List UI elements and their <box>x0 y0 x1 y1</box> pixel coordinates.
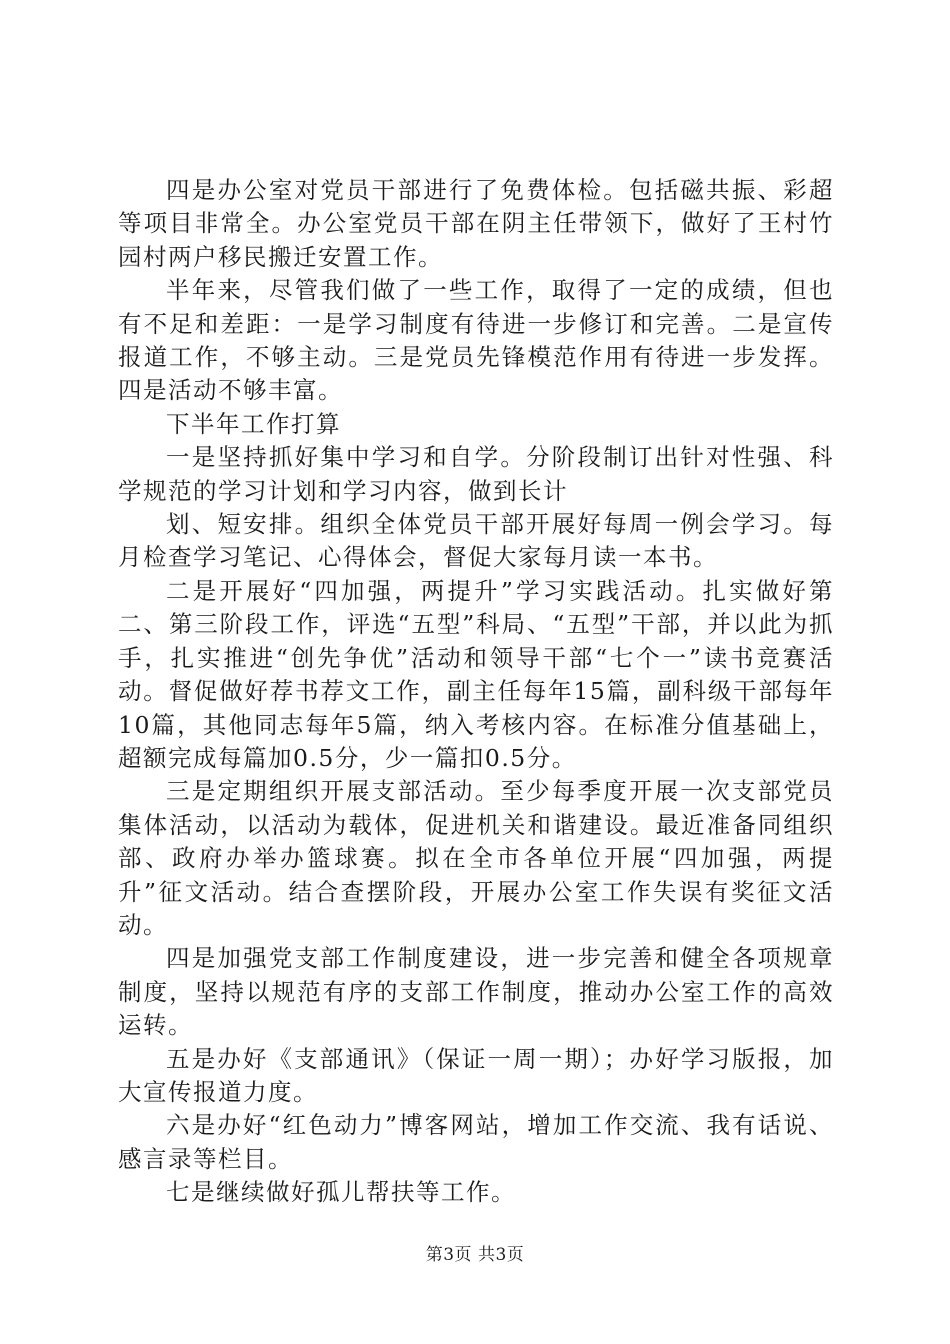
page-number-footer: 第3页 共3页 <box>425 1245 525 1265</box>
paragraph-shortcomings: 半年来，尽管我们做了一些工作，取得了一定的成绩，但也有不足和差距：一是学习制度有待进一步修订和完善。二是宣传报道工作，不够主动。三是党员先锋模范作用有待进一步发挥。四是活动不够丰富。 <box>118 276 834 405</box>
paragraph-plan-practice-activity: 二是开展好“四加强，两提升”学习实践活动。扎实做好第二、第三阶段工作，评选“五型”科局、“五型”干部，并以此为抓手，扎实推进“创先争优”活动和领导干部“七个一”读书竞赛活动。督促做好荐书荐文工作，副主任每年15篇，副科级干部每年10篇，其他同志每年5篇，纳入考核内容。在标准分值基础上，超额完成每篇加0.5分，少一篇扣0.5分。 <box>118 576 834 772</box>
section-heading-next-half-plan: 下半年工作打算 <box>166 409 341 438</box>
paragraph-medical-checkup: 四是办公室对党员干部进行了免费体检。包括磁共振、彩超等项目非常全。办公室党员干部在阴主任带领下，做好了王村竹园村两户移民搬迁安置工作。 <box>118 176 834 271</box>
paragraph-plan-study: 一是坚持抓好集中学习和自学。分阶段制订出针对性强、科学规范的学习计划和学习内容，做到长计 <box>118 443 834 505</box>
paragraph-plan-branch-activities: 三是定期组织开展支部活动。至少每季度开展一次支部党员集体活动，以活动为载体，促进机关和谐建设。最近准备同组织部、政府办举办篮球赛。拟在全市各单位开展“四加强，两提升”征文活动。结合查摆阶段，开展办公室工作失误有奖征文活动。 <box>118 777 834 939</box>
document-body <box>118 174 834 1210</box>
paragraph-plan-blog: 六是办好“红色动力”博客网站，增加工作交流、我有话说、感言录等栏目。 <box>118 1111 834 1173</box>
paragraph-plan-system-building: 四是加强党支部工作制度建设，进一步完善和健全各项规章制度，坚持以规范有序的支部工作制度，推动办公室工作的高效运转。 <box>118 944 834 1040</box>
paragraph-plan-orphan-support: 七是继续做好孤儿帮扶等工作。 <box>166 1178 516 1207</box>
paragraph-plan-study-continued: 划、短安排。组织全体党员干部开展好每周一例会学习。每月检查学习笔记、心得体会，督促大家每月读一本书。 <box>118 510 834 572</box>
paragraph-plan-newsletter: 五是办好《支部通讯》（保证一周一期）；办好学习版报，加大宣传报道力度。 <box>118 1044 834 1106</box>
